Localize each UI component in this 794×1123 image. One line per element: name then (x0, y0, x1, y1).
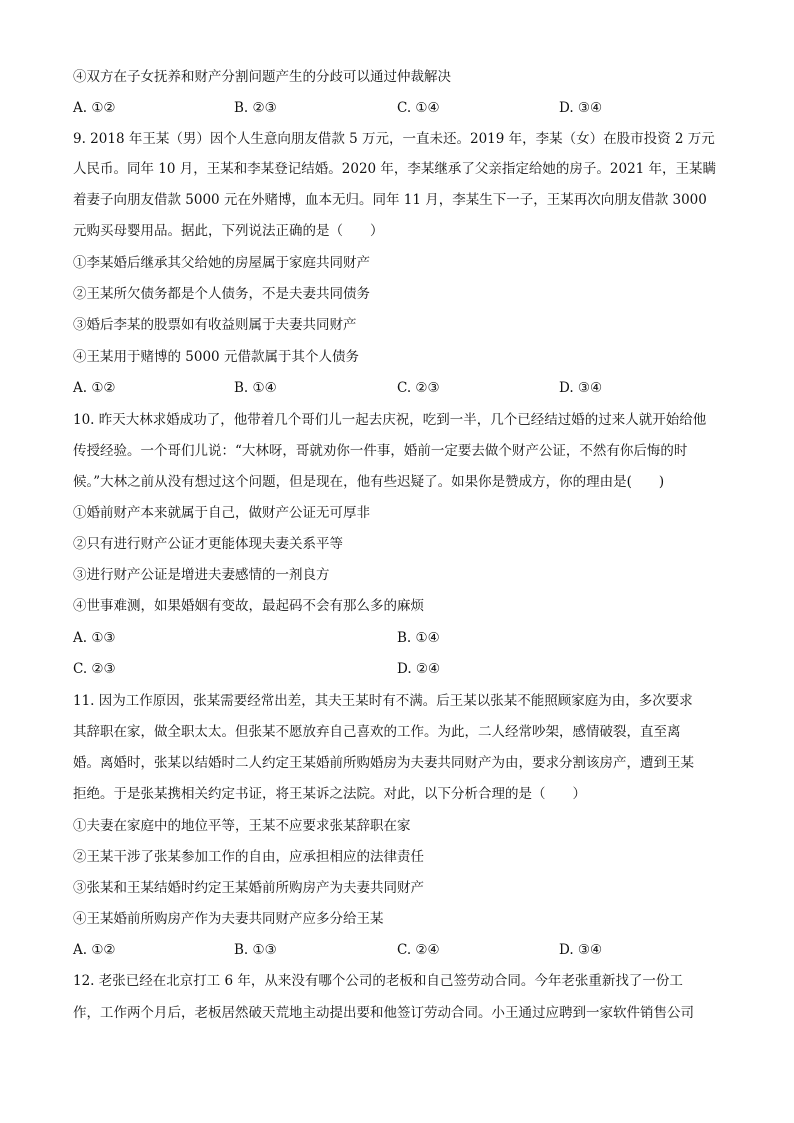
statement: ③进行财产公证是增进夫妻感情的一剂良方 (73, 567, 330, 583)
option-a: A. ①③ (73, 630, 116, 646)
option-c: C. ②③ (397, 380, 440, 396)
text-line: 候。”大林之前从没有想过这个问题，但是现在，他有些迟疑了。如果你是赞成方，你的理由是( ) (73, 474, 665, 490)
statement: ①李某婚后继承其父给她的房屋属于家庭共同财产 (73, 255, 370, 271)
option-b: B. ①④ (234, 380, 277, 396)
option-d: D. ③④ (559, 942, 603, 958)
text-line: 元购买母婴用品。据此，下列说法正确的是（ ） (73, 223, 384, 239)
statement: ①夫妻在家庭中的地位平等，王某不应要求张某辞职在家 (73, 818, 411, 834)
option-d: D. ②④ (397, 661, 441, 677)
statement: ②王某所欠债务都是个人债务，不是夫妻共同债务 (73, 286, 370, 302)
option-a: A. ①② (73, 380, 116, 396)
statement: ①婚前财产本来就属于自己，做财产公证无可厚非 (73, 505, 370, 521)
option-b: B. ①④ (397, 630, 440, 646)
statement: ④世事难测，如果婚姻有变故，最起码不会有那么多的麻烦 (73, 598, 424, 614)
text-line: 人民币。同年 10 月，王某和李某登记结婚。2020 年，李某继承了父亲指定给她的房子。2021 年，王某瞒 (73, 161, 717, 177)
option-c: C. ②④ (397, 942, 440, 958)
statement: ③婚后李某的股票如有收益则属于夫妻共同财产 (73, 317, 357, 333)
statement: ④王某用于赌博的 5000 元借款属于其个人债务 (73, 349, 359, 365)
text-line: 其辞职在家，做全职太太。但张某不愿放弃自己喜欢的工作。为此，二人经常吵架，感情破裂，直至离 (73, 724, 681, 740)
statement: ②只有进行财产公证才更能体现夫妻关系平等 (73, 536, 343, 552)
text-line: 作，工作两个月后，老板居然破天荒地主动提出要和他签订劳动合同。小王通过应聘到一家软件销售公司 (73, 1005, 694, 1021)
question-10-stem: 10. 昨天大林求婚成功了，他带着几个哥们儿一起去庆祝，吃到一半，几个已经结过婚的过来人就开始给他 (73, 412, 707, 428)
option-a: A. ①② (73, 100, 116, 116)
option-c: C. ①④ (397, 100, 440, 116)
text-line: 着妻子向朋友借款 5000 元在外赌博，血本无归。同年 11 月，李某生下一子，王某再次向朋友借款 3000 (73, 192, 707, 208)
question-9-stem: 9. 2018 年王某（男）因个人生意向朋友借款 5 万元，一直未还。2019 年，李某（女）在股市投资 2 万元 (73, 131, 715, 147)
option-b: B. ②③ (234, 100, 277, 116)
option-d: D. ③④ (559, 100, 603, 116)
question-12-stem: 12. 老张已经在北京打工 6 年，从来没有哪个公司的老板和自己签劳动合同。今年老张重新找了一份工 (73, 973, 683, 989)
text-line: ④双方在子女抚养和财产分割问题产生的分歧可以通过仲裁解决 (73, 69, 451, 85)
option-c: C. ②③ (73, 661, 116, 677)
option-a: A. ①② (73, 942, 116, 958)
option-d: D. ③④ (559, 380, 603, 396)
statement: ②王某干涉了张某参加工作的自由，应承担相应的法律责任 (73, 849, 424, 865)
text-line: 传授经验。一个哥们儿说：“大林呀，哥就劝你一件事，婚前一定要去做个财产公证，不然有你后悔的时 (73, 443, 688, 459)
text-line: 婚。离婚时，张某以结婚时二人约定王某婚前所购婚房为夫妻共同财产为由，要求分割该房产，遭到王某 (73, 755, 694, 771)
option-b: B. ①③ (234, 942, 277, 958)
statement: ③张某和王某结婚时约定王某婚前所购房产为夫妻共同财产 (73, 880, 424, 896)
text-line: 拒绝。于是张某携相关约定书证，将王某诉之法院。对此，以下分析合理的是（ ） (73, 786, 586, 802)
statement: ④王某婚前所购房产作为夫妻共同财产应多分给王某 (73, 911, 384, 927)
question-11-stem: 11. 因为工作原因，张某需要经常出差，其夫王某时有不满。后王某以张某不能照顾家庭为由，多次要求 (73, 693, 693, 709)
